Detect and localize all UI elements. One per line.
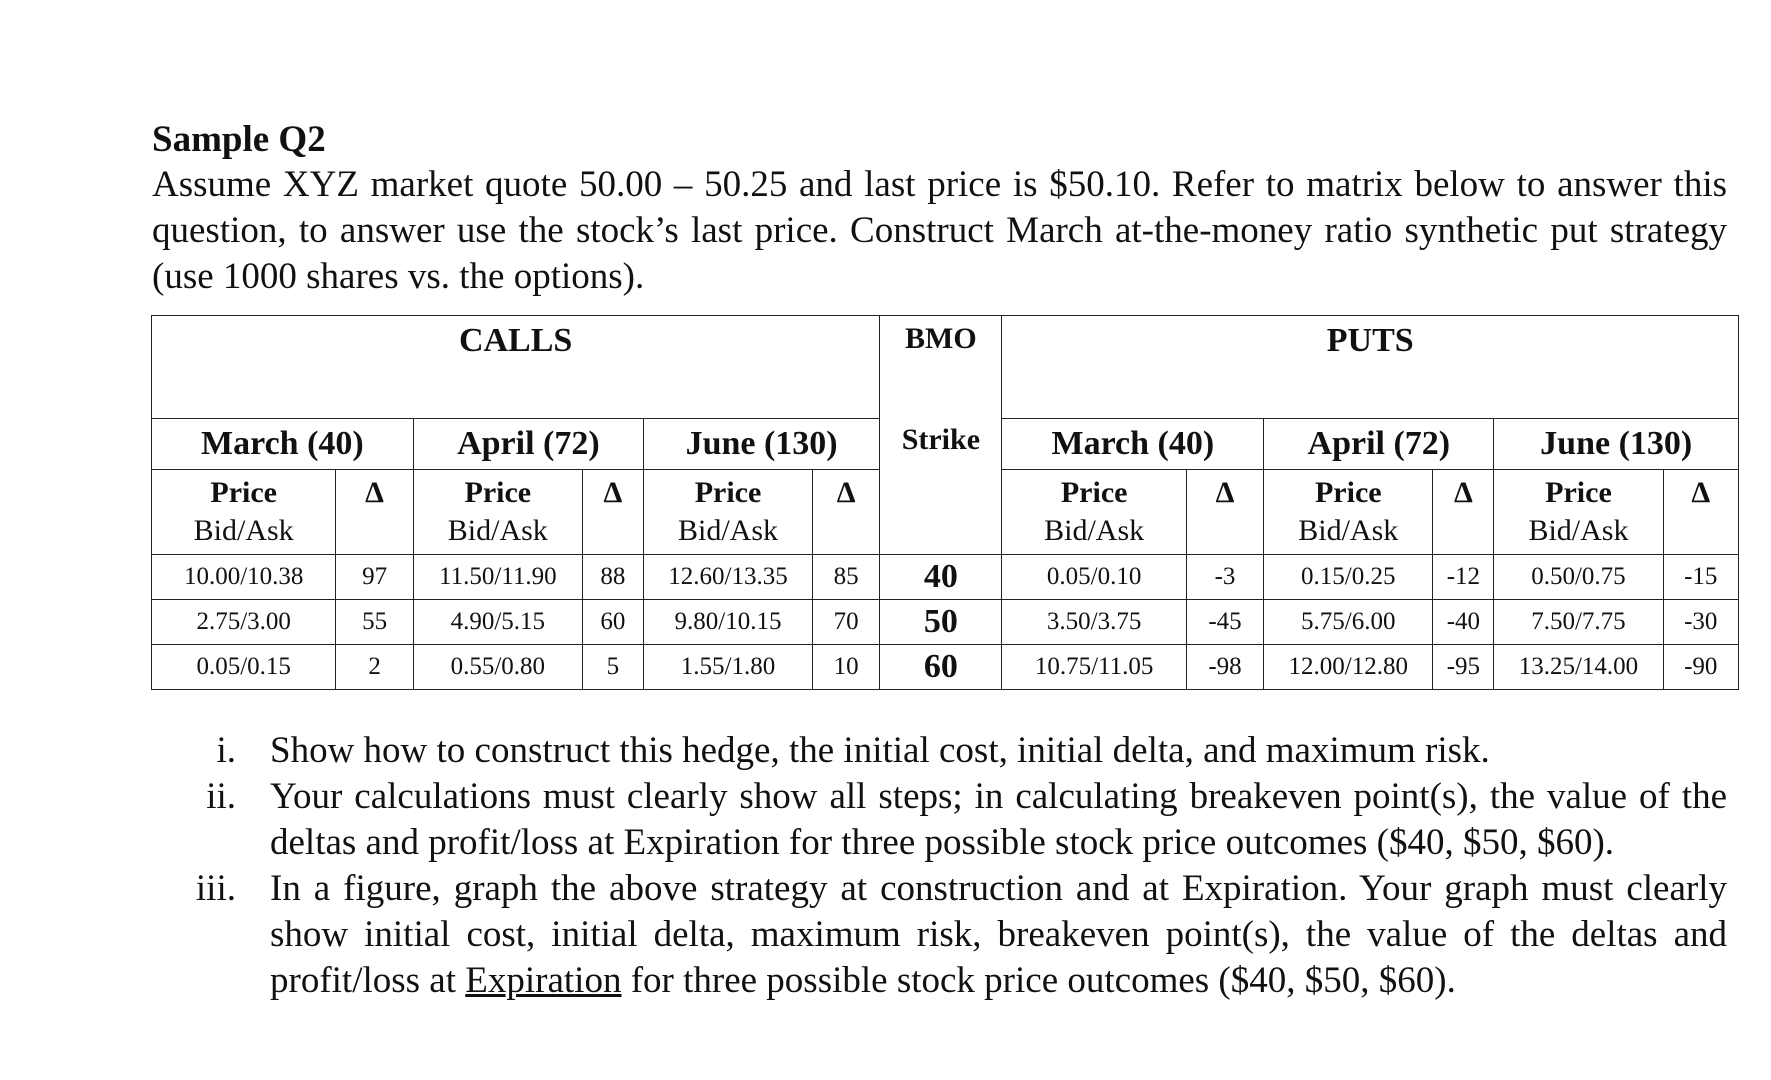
call-delta-cell: 55 — [336, 600, 413, 645]
put-price-cell: 0.15/0.25 — [1264, 555, 1433, 600]
strike-cell: 50 — [880, 600, 1002, 645]
question-title: Sample Q2 — [152, 119, 326, 160]
strike-cell: 60 — [880, 645, 1002, 690]
put-price-cell: 13.25/14.00 — [1494, 645, 1663, 690]
bidask-label: Bid/Ask — [1528, 514, 1629, 547]
call-price-cell: 0.55/0.80 — [413, 645, 582, 690]
call-delta-cell: 10 — [813, 645, 880, 690]
put-delta-cell: -40 — [1433, 600, 1494, 645]
options-matrix-table — [151, 315, 1739, 690]
call-price-bidask-header — [413, 470, 582, 555]
delta-label: Δ — [836, 476, 856, 509]
call-price-cell: 9.80/10.15 — [643, 600, 812, 645]
put-price-cell: 0.50/0.75 — [1494, 555, 1663, 600]
call-price-cell: 10.00/10.38 — [152, 555, 336, 600]
call-price-bidask-header — [643, 470, 812, 555]
bidask-label: Bid/Ask — [1298, 514, 1399, 547]
bidask-label: Bid/Ask — [193, 514, 294, 547]
call-delta-header — [813, 470, 880, 555]
question-intro: Assume XYZ market quote 50.00 – 50.25 and last price is $50.10. Refer to matrix below to answer this question, to answer use the stock’s last price. Construct March at-the-money ratio synthetic put strategy (use 1000 shares vs. the options). — [152, 164, 1727, 297]
put-delta-header — [1663, 470, 1739, 555]
price-label: Price — [694, 476, 762, 509]
put-price-cell: 10.75/11.05 — [1002, 645, 1186, 690]
call-price-cell: 1.55/1.80 — [643, 645, 812, 690]
call-price-cell: 2.75/3.00 — [152, 600, 336, 645]
put-price-cell: 7.50/7.75 — [1494, 600, 1663, 645]
put-delta-cell: -90 — [1663, 645, 1739, 690]
bidask-label: Bid/Ask — [1044, 514, 1145, 547]
call-delta-cell: 97 — [336, 555, 413, 600]
call-delta-cell: 85 — [813, 555, 880, 600]
strike-cell: 40 — [880, 555, 1002, 600]
put-delta-cell: -12 — [1433, 555, 1494, 600]
question-text: Your calculations must clearly show all steps; in calculating breakeven point(s), the value of the deltas and profit/loss at Expiration for three possible stock price outcomes ($40, $50, $60). — [270, 776, 1727, 863]
put-month-header: June (130) — [1494, 419, 1739, 470]
price-label: Price — [1545, 476, 1612, 509]
question-text: Show how to construct this hedge, the initial cost, initial delta, and maximum risk. — [270, 730, 1490, 771]
delta-label: Δ — [365, 476, 384, 509]
table-row — [152, 645, 1739, 690]
call-delta-header — [582, 470, 643, 555]
call-price-cell: 0.05/0.15 — [152, 645, 336, 690]
put-month-header: March (40) — [1002, 419, 1264, 470]
question-text — [270, 866, 1727, 1004]
question-item — [152, 728, 1727, 774]
question-number: ii. — [206, 776, 236, 817]
call-month-header: March (40) — [152, 419, 414, 470]
call-delta-cell: 2 — [336, 645, 413, 690]
put-price-bidask-header — [1264, 470, 1433, 555]
table-row — [152, 555, 1739, 600]
price-label: Price — [1060, 476, 1128, 509]
price-label: Price — [464, 476, 532, 509]
call-delta-cell: 88 — [582, 555, 643, 600]
put-delta-cell: -98 — [1186, 645, 1263, 690]
table-row — [152, 600, 1739, 645]
put-delta-cell: -95 — [1433, 645, 1494, 690]
call-month-header: April (72) — [413, 419, 643, 470]
delta-label: Δ — [1453, 476, 1473, 509]
put-month-header: April (72) — [1264, 419, 1494, 470]
put-delta-cell: -3 — [1186, 555, 1263, 600]
put-price-bidask-header — [1002, 470, 1186, 555]
matrix-body — [152, 555, 1739, 690]
puts-group-header: PUTS — [1002, 316, 1739, 419]
bidask-label: Bid/Ask — [447, 514, 548, 547]
underlined-term: Expiration — [465, 960, 622, 1001]
question-list — [152, 728, 1727, 1004]
question-text-part: for three possible stock price outcomes ($40, $50, $60). — [621, 960, 1456, 1001]
question-number: iii. — [195, 868, 236, 909]
price-label: Price — [210, 476, 277, 509]
question-number: i. — [216, 730, 236, 771]
bidask-label: Bid/Ask — [677, 514, 778, 547]
strike-header: Strike — [880, 419, 1002, 555]
put-delta-cell: -15 — [1663, 555, 1739, 600]
question-text-part: In a figure, graph the above strategy at construction and at Expiration. Your graph must clearly show initial cost, initial delta, maximum risk, breakeven point(s), the value of the deltas and profit/loss at — [270, 868, 1727, 1001]
put-delta-header — [1186, 470, 1263, 555]
delta-label: Δ — [1691, 476, 1711, 509]
document-header — [152, 118, 1727, 300]
put-price-cell: 0.05/0.10 — [1002, 555, 1186, 600]
call-price-cell: 11.50/11.90 — [413, 555, 582, 600]
call-month-header: June (130) — [643, 419, 879, 470]
bmo-header: BMO — [880, 316, 1002, 419]
question-item — [152, 774, 1727, 866]
price-label: Price — [1314, 476, 1382, 509]
call-delta-cell: 70 — [813, 600, 880, 645]
call-delta-cell: 60 — [582, 600, 643, 645]
put-price-cell: 12.00/12.80 — [1264, 645, 1433, 690]
delta-label: Δ — [1215, 476, 1235, 509]
put-delta-cell: -30 — [1663, 600, 1739, 645]
call-price-bidask-header — [152, 470, 336, 555]
put-price-cell: 3.50/3.75 — [1002, 600, 1186, 645]
call-delta-cell: 5 — [582, 645, 643, 690]
calls-group-header: CALLS — [152, 316, 880, 419]
put-price-cell: 5.75/6.00 — [1264, 600, 1433, 645]
question-item — [152, 866, 1727, 1004]
call-price-cell: 4.90/5.15 — [413, 600, 582, 645]
put-price-bidask-header — [1494, 470, 1663, 555]
call-delta-header — [336, 470, 413, 555]
delta-label: Δ — [603, 476, 623, 509]
put-delta-cell: -45 — [1186, 600, 1263, 645]
call-price-cell: 12.60/13.35 — [643, 555, 812, 600]
put-delta-header — [1433, 470, 1494, 555]
